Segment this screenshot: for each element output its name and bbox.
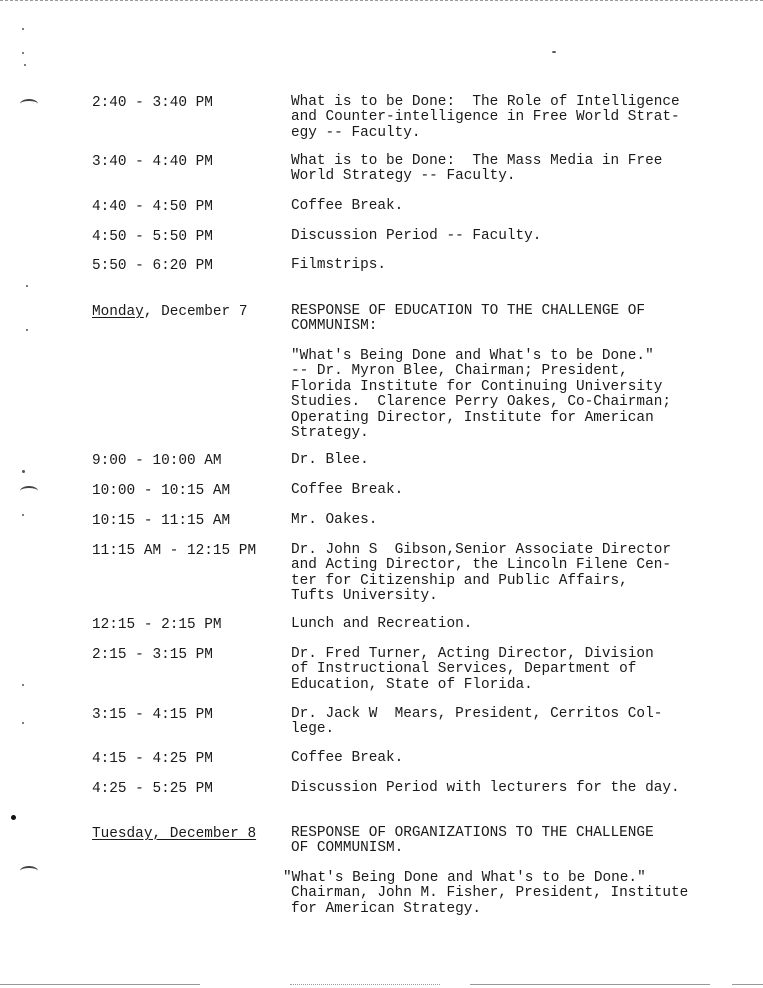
session-time: 3:15 - 4:15 PM [92,707,213,723]
description-line: Tufts University. [291,588,438,605]
bottom-rule [0,984,200,985]
margin-speck [22,684,24,686]
description-line: of Instructional Services, Department of [291,661,637,678]
session-description [291,483,731,498]
binder-hole-mark [20,486,38,496]
session-description [291,781,731,796]
description-line: ter for Citizenship and Public Affairs, [291,572,628,589]
day-name: Monday [92,304,144,320]
description-line: World Strategy -- Faculty. [291,168,516,185]
day-theme [291,826,731,857]
bottom-rule [290,984,440,985]
theme-line: RESPONSE OF ORGANIZATIONS TO THE CHALLENGE [291,825,654,841]
session-description [291,513,731,528]
day-date-label [92,304,247,320]
margin-speck [26,285,28,287]
theme-line: RESPONSE OF EDUCATION TO THE CHALLENGE OF [291,303,646,319]
description-line: Discussion Period -- Faculty. [291,228,542,244]
intro-line: "What's Being Done and What's to be Done." [291,348,654,364]
description-line: Lunch and Recreation. [291,616,473,632]
description-line: and Acting Director, the Lincoln Filene Cen- [291,557,671,574]
intro-line: Florida Institute for Continuing University [291,378,663,395]
day-intro-text [291,349,731,441]
description-line: Education, State of Florida. [291,676,533,693]
day-date: Tuesday, December 8 [92,826,257,842]
margin-speck [22,52,24,54]
session-time: 4:40 - 4:50 PM [92,199,213,215]
description-line: Coffee Break. [291,198,404,214]
theme-line: OF COMMUNISM. [291,840,404,857]
session-time: 5:50 - 6:20 PM [92,258,213,274]
description-line: Discussion Period with lecturers for the day. [291,780,680,796]
session-description [291,707,731,738]
session-description [291,154,731,185]
binder-hole-mark [20,99,38,109]
margin-speck [22,722,24,724]
session-description [291,453,731,468]
intro-line: for American Strategy. [291,900,481,917]
intro-line: Strategy. [291,425,369,442]
intro-line: Chairman, John M. Fisher, President, Institute [291,885,689,902]
day-date-label [92,826,256,842]
session-time: 3:40 - 4:40 PM [92,154,213,170]
session-time: 4:15 - 4:25 PM [92,751,213,767]
description-line: What is to be Done: The Mass Media in Free [291,153,663,169]
intro-line: "What's Being Done and What's to be Done." [283,870,646,886]
binder-hole-mark [20,866,38,876]
margin-speck [22,28,24,30]
session-time: 4:50 - 5:50 PM [92,229,213,245]
session-time: 2:40 - 3:40 PM [92,95,213,111]
intro-line: -- Dr. Myron Blee, Chairman; President, [291,363,628,380]
margin-speck [24,64,26,66]
intro-line: Studies. Clarence Perry Oakes, Co-Chairman; [291,394,671,411]
day-theme [291,304,731,335]
session-description [291,647,731,693]
description-line: Dr. Fred Turner, Acting Director, Division [291,646,654,662]
intro-line: Operating Director, Institute for American [291,409,654,426]
session-time: 10:15 - 11:15 AM [92,513,231,529]
description-line: Dr. Blee. [291,452,369,468]
bottom-rule [732,984,763,985]
day-date: , December 7 [143,304,248,320]
session-time: 4:25 - 5:25 PM [92,781,213,797]
session-time: 2:15 - 3:15 PM [92,647,213,663]
session-description [291,199,731,214]
session-time: 12:15 - 2:15 PM [92,617,222,633]
description-line: Coffee Break. [291,750,404,766]
session-description [291,258,731,273]
session-time: 10:00 - 10:15 AM [92,483,231,499]
margin-speck [22,514,24,516]
margin-speck [552,51,556,53]
description-line: egy -- Faculty. [291,124,421,141]
description-line: Dr. Jack W Mears, President, Cerritos Col- [291,706,663,722]
day-intro-text [283,871,723,917]
bottom-rule [470,984,710,985]
session-description [291,229,731,244]
margin-speck [11,815,16,820]
session-description [291,95,731,141]
description-line: What is to be Done: The Role of Intelligence [291,94,680,110]
session-description [291,751,731,766]
description-line: Mr. Oakes. [291,512,378,528]
description-line: Filmstrips. [291,257,386,273]
description-line: lege. [291,721,335,738]
top-edge-rule [0,0,763,1]
theme-line: COMMUNISM: [291,318,378,335]
session-time: 11:15 AM - 12:15 PM [92,543,257,559]
session-time: 9:00 - 10:00 AM [92,453,222,469]
session-description [291,543,731,605]
description-line: and Counter-intelligence in Free World Strat- [291,109,680,126]
margin-speck [26,329,28,331]
description-line: Coffee Break. [291,482,404,498]
session-description [291,617,731,632]
margin-speck [22,470,25,473]
description-line: Dr. John S Gibson,Senior Associate Director [291,542,671,558]
